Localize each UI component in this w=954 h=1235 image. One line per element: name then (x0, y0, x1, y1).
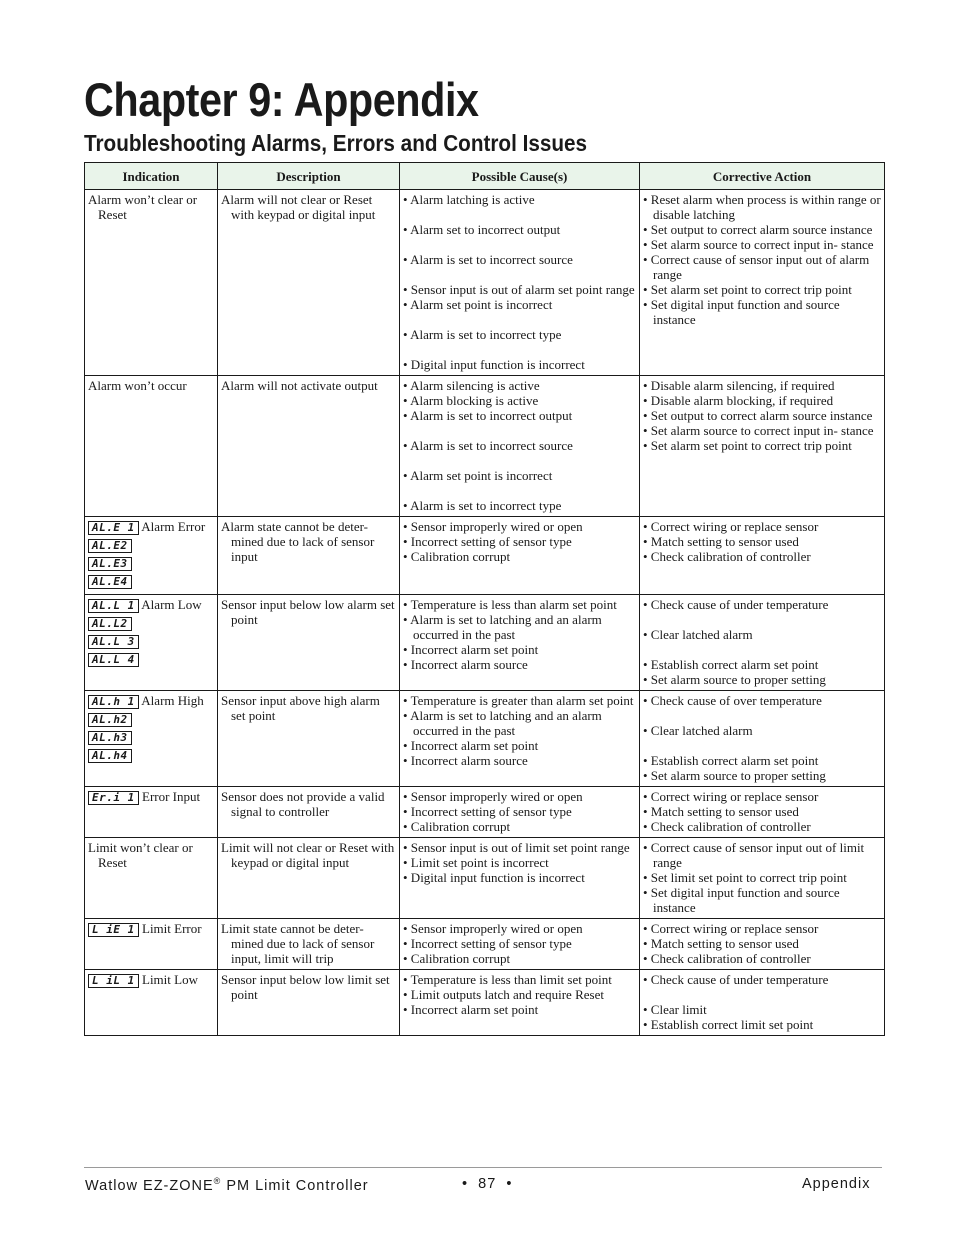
possible-causes-cell (400, 595, 640, 691)
cause-item: • Calibration corrupt (403, 549, 511, 564)
corrective-action-cell (640, 970, 885, 1036)
section-title: Troubleshooting Alarms, Errors and Control Issues (84, 130, 588, 156)
footer-product-name: Watlow EZ-ZONE (85, 1177, 214, 1194)
cause-item: • Alarm is set to latching and an alarm occurred in the past (403, 612, 602, 642)
cause-item: • Sensor input is out of alarm set point range (403, 282, 635, 297)
indication-cell (85, 691, 218, 787)
indication-label: Alarm won’t occur (88, 378, 187, 393)
action-item: • Set alarm source to correct input in- stance (643, 423, 874, 438)
lcd-code-icon: AL.E 1 (88, 521, 139, 535)
table-row (85, 970, 885, 1036)
description-cell (218, 838, 400, 919)
corrective-action-cell (640, 919, 885, 970)
lcd-code-icon: AL.L 1 (88, 599, 139, 613)
footer-product-suffix: PM Limit Controller (221, 1177, 369, 1194)
registered-mark: ® (213, 1176, 222, 1186)
corrective-action-cell (640, 517, 885, 595)
lcd-code-icon: AL.E4 (88, 575, 132, 589)
action-item: • Correct wiring or replace sensor (643, 921, 819, 936)
indication-cell (85, 517, 218, 595)
spacer (403, 237, 636, 252)
cause-item: • Alarm is set to incorrect source (403, 252, 573, 267)
cause-item: • Incorrect alarm source (403, 753, 528, 768)
header-corrective-action: Corrective Action (640, 163, 885, 190)
header-indication: Indication (85, 163, 218, 190)
action-item: • Match setting to sensor used (643, 804, 799, 819)
indication-code-line (88, 711, 214, 729)
lcd-code-icon: L iE 1 (88, 923, 139, 937)
cause-item: • Calibration corrupt (403, 819, 511, 834)
table-row (85, 190, 885, 376)
indication-code-line (88, 537, 214, 555)
spacer (643, 987, 881, 1002)
footer-section: Appendix (802, 1176, 871, 1192)
action-item: • Check calibration of controller (643, 549, 811, 564)
action-item: • Set limit set point to correct trip point (643, 870, 847, 885)
spacer (643, 708, 881, 723)
indication-code-line (88, 972, 214, 990)
lcd-code-icon: AL.h 1 (88, 695, 139, 709)
cause-item: • Alarm set point is incorrect (403, 297, 553, 312)
cause-item: • Alarm is set to incorrect output (403, 408, 573, 423)
indication-code-line (88, 651, 214, 669)
chapter-title: Chapter 9: Appendix (84, 73, 479, 126)
indication-code-line (88, 921, 214, 939)
action-item: • Correct wiring or replace sensor (643, 789, 819, 804)
action-item: • Check cause of under temperature (643, 972, 829, 987)
cause-item: • Alarm is set to latching and an alarm occurred in the past (403, 708, 602, 738)
cause-item: • Alarm is set to incorrect type (403, 498, 562, 513)
cause-item: • Alarm set point is incorrect (403, 468, 553, 483)
description-cell (218, 919, 400, 970)
possible-causes-cell (400, 787, 640, 838)
action-item: • Correct cause of sensor input out of alarm range (643, 252, 870, 282)
description-text: Sensor input above high alarm set point (221, 693, 380, 723)
action-item: • Establish correct alarm set point (643, 657, 819, 672)
corrective-action-cell (640, 787, 885, 838)
indication-label: Alarm Error (141, 519, 206, 534)
table-body (85, 190, 885, 1036)
indication-cell (85, 787, 218, 838)
action-item: • Match setting to sensor used (643, 936, 799, 951)
lcd-code-icon: AL.h4 (88, 749, 132, 763)
indication-code-line (88, 555, 214, 573)
cause-item: • Alarm is set to incorrect type (403, 327, 562, 342)
indication-cell (85, 376, 218, 517)
footer-divider (84, 1167, 882, 1168)
action-item: • Check cause of over temperature (643, 693, 822, 708)
possible-causes-cell (400, 919, 640, 970)
description-text: Sensor does not provide a valid signal to controller (221, 789, 385, 819)
cause-item: • Incorrect setting of sensor type (403, 936, 572, 951)
header-description: Description (218, 163, 400, 190)
action-item: • Check calibration of controller (643, 819, 811, 834)
spacer (403, 207, 636, 222)
cause-item: • Sensor input is out of limit set point range (403, 840, 630, 855)
cause-item: • Sensor improperly wired or open (403, 789, 583, 804)
indication-cell (85, 190, 218, 376)
action-item: • Disable alarm silencing, if required (643, 378, 835, 393)
action-item: • Clear limit (643, 1002, 707, 1017)
table-row (85, 376, 885, 517)
cause-item: • Alarm latching is active (403, 192, 535, 207)
indication-label: Alarm Low (141, 597, 202, 612)
cause-item: • Digital input function is incorrect (403, 870, 585, 885)
indication-code-line (88, 729, 214, 747)
action-item: • Set alarm set point to correct trip point (643, 438, 852, 453)
table-row (85, 517, 885, 595)
indication-cell (85, 595, 218, 691)
indication-code-line (88, 597, 214, 615)
action-item: • Set alarm source to correct input in- stance (643, 237, 874, 252)
possible-causes-cell (400, 190, 640, 376)
cause-item: • Temperature is less than alarm set point (403, 597, 617, 612)
corrective-action-cell (640, 691, 885, 787)
action-item: • Check cause of under temperature (643, 597, 829, 612)
cause-item: • Limit outputs latch and require Reset (403, 987, 604, 1002)
corrective-action-cell (640, 190, 885, 376)
possible-causes-cell (400, 376, 640, 517)
cause-item: • Incorrect alarm set point (403, 1002, 539, 1017)
corrective-action-cell (640, 595, 885, 691)
table-header-row (85, 163, 885, 190)
indication-code-line (88, 633, 214, 651)
cause-item: • Alarm blocking is active (403, 393, 539, 408)
footer-product (85, 1176, 369, 1194)
description-text: Sensor input below low alarm set point (221, 597, 395, 627)
corrective-action-cell (640, 376, 885, 517)
lcd-code-icon: Er.i 1 (88, 791, 139, 805)
description-text: Alarm state cannot be deter- mined due to lack of sensor input (221, 519, 375, 564)
action-item: • Disable alarm blocking, if required (643, 393, 834, 408)
description-cell (218, 517, 400, 595)
spacer (403, 267, 636, 282)
description-cell (218, 595, 400, 691)
indication-code-line (88, 615, 214, 633)
cause-item: • Incorrect alarm source (403, 657, 528, 672)
action-item: • Set alarm set point to correct trip point (643, 282, 852, 297)
cause-item: • Temperature is less than limit set point (403, 972, 612, 987)
cause-item: • Temperature is greater than alarm set point (403, 693, 634, 708)
footer-page-number: • 87 • (462, 1176, 513, 1192)
lcd-code-icon: AL.h2 (88, 713, 132, 727)
indication-cell (85, 970, 218, 1036)
description-text: Alarm will not activate output (221, 378, 378, 393)
description-text: Limit will not clear or Reset with keypad or digital input (221, 840, 395, 870)
description-cell (218, 190, 400, 376)
indication-code-line (88, 747, 214, 765)
cause-item: • Sensor improperly wired or open (403, 519, 583, 534)
indication-code-line (88, 693, 214, 711)
description-text: Sensor input below low limit set point (221, 972, 390, 1002)
indication-label: Limit Low (142, 972, 198, 987)
cause-item: • Sensor improperly wired or open (403, 921, 583, 936)
description-cell (218, 376, 400, 517)
table-row (85, 919, 885, 970)
description-text: Alarm will not clear or Reset with keypad or digital input (221, 192, 376, 222)
lcd-code-icon: AL.E3 (88, 557, 132, 571)
spacer (643, 642, 881, 657)
action-item: • Check calibration of controller (643, 951, 811, 966)
action-item: • Establish correct limit set point (643, 1017, 814, 1032)
action-item: • Reset alarm when process is within range or disable latching (643, 192, 881, 222)
indication-cell (85, 838, 218, 919)
possible-causes-cell (400, 970, 640, 1036)
lcd-code-icon: AL.L 4 (88, 653, 139, 667)
lcd-code-icon: AL.E2 (88, 539, 132, 553)
cause-item: • Digital input function is incorrect (403, 357, 585, 372)
troubleshooting-table (84, 162, 885, 1036)
spacer (403, 423, 636, 438)
lcd-code-icon: AL.h3 (88, 731, 132, 745)
action-item: • Correct cause of sensor input out of limit range (643, 840, 865, 870)
lcd-code-icon: AL.L 3 (88, 635, 139, 649)
cause-item: • Calibration corrupt (403, 951, 511, 966)
cause-item: • Incorrect setting of sensor type (403, 804, 572, 819)
action-item: • Correct wiring or replace sensor (643, 519, 819, 534)
action-item: • Set digital input function and source instance (643, 885, 840, 915)
lcd-code-icon: L iL 1 (88, 974, 139, 988)
indication-label: Alarm won’t clear or Reset (88, 192, 198, 222)
lcd-code-icon: AL.L2 (88, 617, 132, 631)
indication-label: Limit won’t clear or Reset (88, 840, 193, 870)
spacer (403, 342, 636, 357)
cause-item: • Alarm silencing is active (403, 378, 540, 393)
possible-causes-cell (400, 691, 640, 787)
table-row (85, 595, 885, 691)
action-item: • Set digital input function and source instance (643, 297, 840, 327)
corrective-action-cell (640, 838, 885, 919)
description-cell (218, 970, 400, 1036)
spacer (403, 312, 636, 327)
description-cell (218, 787, 400, 838)
action-item: • Set output to correct alarm source instance (643, 408, 873, 423)
description-cell (218, 691, 400, 787)
table-row (85, 838, 885, 919)
indication-cell (85, 919, 218, 970)
indication-code-line (88, 573, 214, 591)
header-possible-causes: Possible Cause(s) (400, 163, 640, 190)
spacer (643, 738, 881, 753)
indication-code-line (88, 519, 214, 537)
action-item: • Set output to correct alarm source instance (643, 222, 873, 237)
possible-causes-cell (400, 517, 640, 595)
indication-label: Alarm High (141, 693, 204, 708)
table-row (85, 787, 885, 838)
cause-item: • Incorrect alarm set point (403, 738, 539, 753)
possible-causes-cell (400, 838, 640, 919)
action-item: • Establish correct alarm set point (643, 753, 819, 768)
cause-item: • Alarm set to incorrect output (403, 222, 561, 237)
indication-label: Error Input (142, 789, 201, 804)
spacer (643, 612, 881, 627)
spacer (403, 453, 636, 468)
table-row (85, 691, 885, 787)
indication-code-line (88, 789, 214, 807)
action-item: • Set alarm source to proper setting (643, 672, 826, 687)
cause-item: • Alarm is set to incorrect source (403, 438, 573, 453)
action-item: • Clear latched alarm (643, 723, 753, 738)
action-item: • Set alarm source to proper setting (643, 768, 826, 783)
action-item: • Match setting to sensor used (643, 534, 799, 549)
spacer (403, 483, 636, 498)
cause-item: • Incorrect setting of sensor type (403, 534, 572, 549)
cause-item: • Incorrect alarm set point (403, 642, 539, 657)
description-text: Limit state cannot be deter- mined due to lack of sensor input, limit will trip (221, 921, 375, 966)
action-item: • Clear latched alarm (643, 627, 753, 642)
cause-item: • Limit set point is incorrect (403, 855, 549, 870)
indication-label: Limit Error (142, 921, 202, 936)
